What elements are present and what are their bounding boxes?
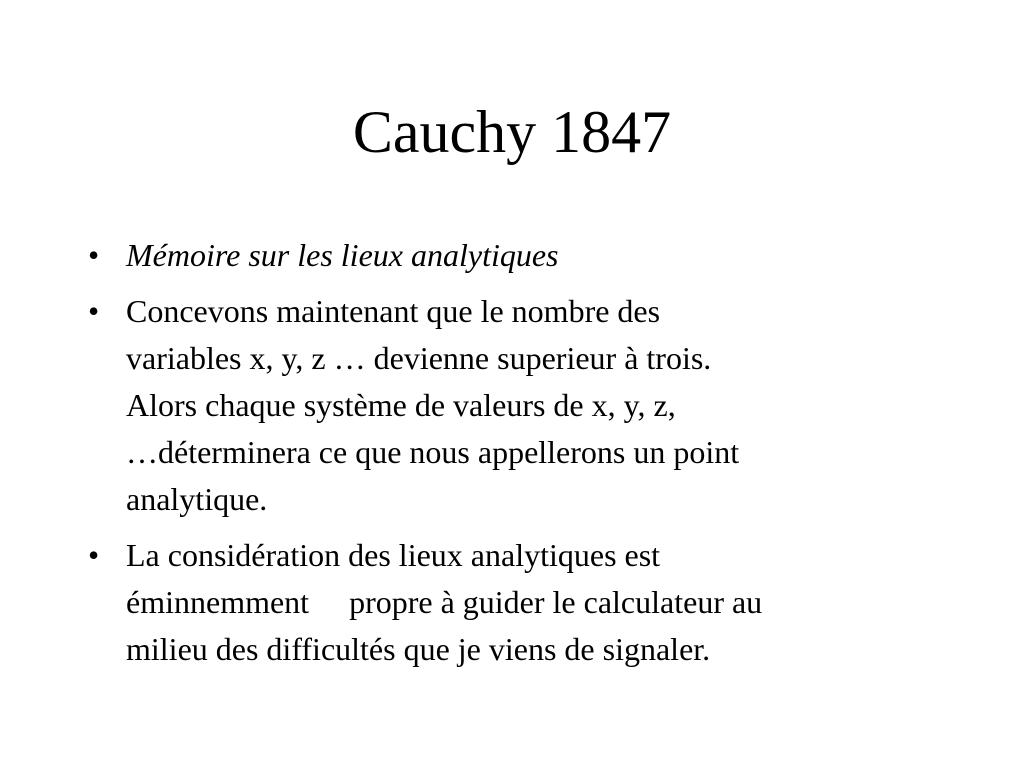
bullet-item-memoire (82, 232, 942, 279)
bullet-text-line: …déterminera ce que nous appellerons un point (126, 434, 740, 470)
bullet-text-line: milieu des difficultés que je viens de signaler. (126, 631, 711, 667)
bullet-text-line: Concevons maintenant que le nombre des (126, 293, 661, 329)
bullet-icon: • (88, 237, 100, 273)
bullet-icon: • (88, 293, 100, 329)
bullet-text-line: variables x, y, z … devienne superieur à trois. (126, 340, 712, 376)
bullet-item-consideration (82, 532, 942, 673)
slide-title: Cauchy 1847 (352, 99, 672, 165)
bullet-text-line: Alors chaque système de valeurs de x, y, z, (126, 387, 676, 423)
bullet-item-concevons (82, 288, 942, 523)
bullet-text-line: analytique. (126, 481, 268, 517)
bullet-text-line: éminnemment propre à guider le calculateur au (126, 584, 763, 620)
bullet-text-line: Mémoire sur les lieux analytiques (126, 237, 559, 273)
bullet-list (82, 232, 942, 682)
bullet-icon: • (88, 537, 100, 573)
bullet-text-line: La considération des lieux analytiques est (126, 537, 661, 573)
